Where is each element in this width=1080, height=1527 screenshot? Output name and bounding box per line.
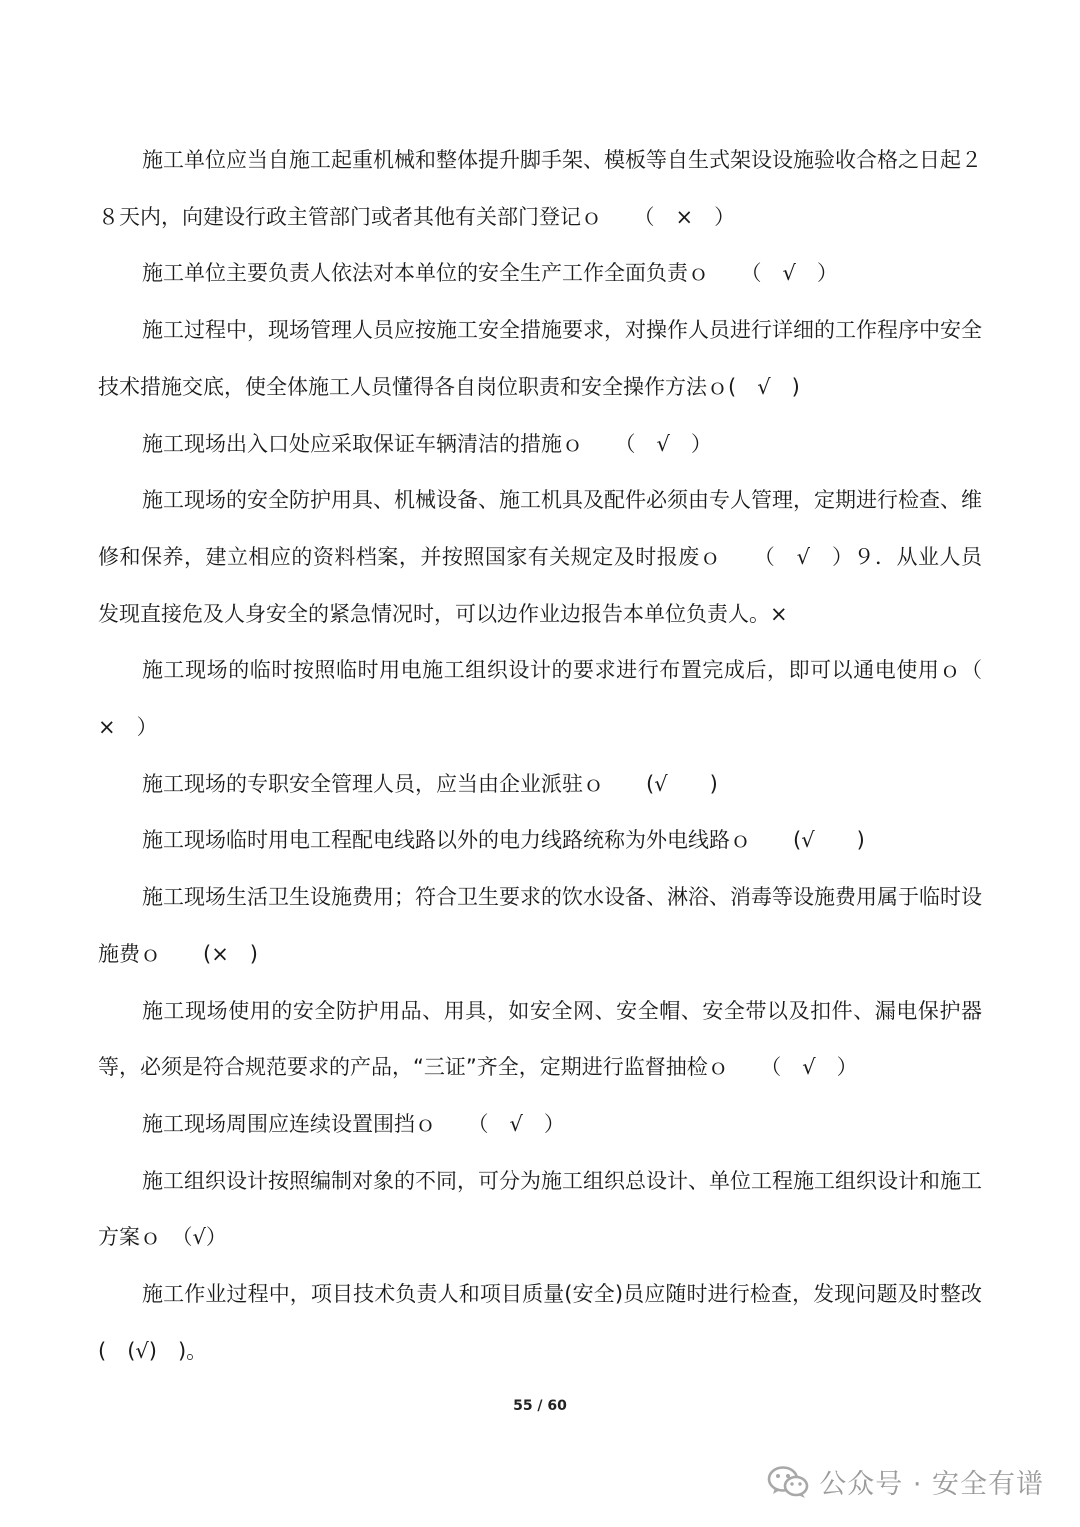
document-body <box>98 132 1003 1379</box>
paragraph: 施工现场出入口处应采取保证车辆清洁的措施ｏ （ √ ） <box>142 431 712 456</box>
paragraph: 施工过程中，现场管理人员应按施工安全措施要求，对操作人员进行详细的工作程序中安全技术措施交底，使全体施工人员懂得各自岗位职责和安全操作方法ｏ( √ ) <box>98 318 982 399</box>
paragraph: 施工单位主要负责人依法对本单位的安全生产工作全面负责ｏ （ √ ） <box>142 261 838 286</box>
paragraph: 施工现场的临时按照临时用电施工组织设计的要求进行布置完成后，即可以通电使用ｏ（ × ） <box>98 658 1003 740</box>
paragraph: 施工单位应当自施工起重机械和整体提升脚手架、模板等自生式架设设施验收合格之日起２８天内，向建设行政主管部门或者其他有关部门登记ｏ （ × ） <box>98 148 982 229</box>
wechat-icon <box>767 1465 809 1499</box>
paragraph: 施工现场生活卫生设施费用；符合卫生要求的饮水设备、淋浴、消毒等设施费用属于临时设施费ｏ (× ) <box>98 885 982 966</box>
watermark-text: 公众号 · 安全有谱 <box>819 1469 1044 1500</box>
paragraph: 施工现场临时用电工程配电线路以外的电力线路统称为外电线路ｏ (√ ) <box>142 828 865 853</box>
paragraph: 施工组织设计按照编制对象的不同，可分为施工组织总设计、单位工程施工组织设计和施工方案ｏ （√） <box>98 1168 982 1250</box>
paragraph: 施工现场使用的安全防护用品、用具，如安全网、安全帽、安全带以及扣件、漏电保护器等，必须是符合规范要求的产品，“三证”齐全，定期进行监督抽检ｏ （ √ ） <box>98 998 982 1080</box>
paragraph: 施工现场的安全防护用具、机械设备、施工机具及配件必须由专人管理，定期进行检查、维修和保养，建立相应的资料档案，并按照国家有关规定及时报废ｏ （ √ ）９．从业人员发现直接危及人身安全的紧急情况时，可以边作业边报告本单位负责人。× <box>98 488 982 626</box>
paragraph: 施工现场周围应连续设置围挡ｏ （ √ ） <box>142 1111 565 1136</box>
paragraph: 施工现场的专职安全管理人员，应当由企业派驻ｏ (√ ) <box>142 771 718 796</box>
watermark <box>767 1462 1044 1501</box>
paragraph: 施工作业过程中，项目技术负责人和项目质量(安全)员应随时进行检查，发现问题及时整改( (√) )。 <box>98 1282 982 1363</box>
page-number: 55 / 60 <box>513 1398 567 1414</box>
